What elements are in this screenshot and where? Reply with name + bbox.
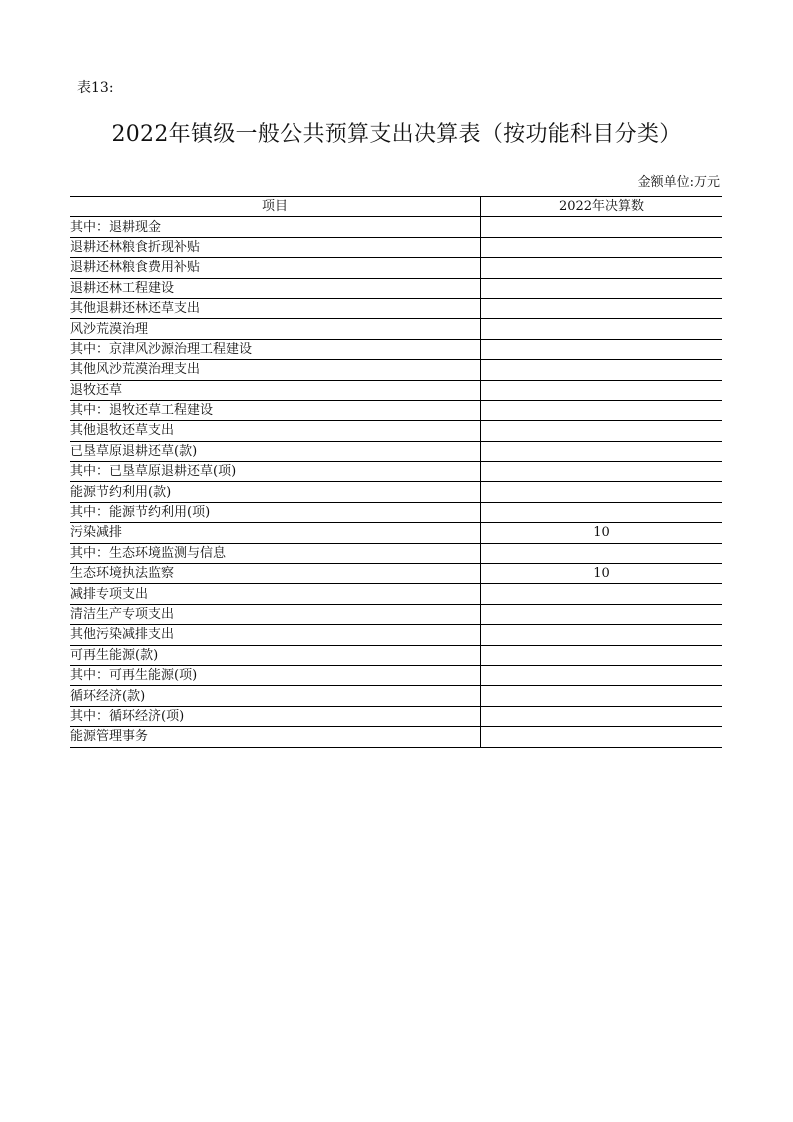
row-amount-value [481, 441, 723, 461]
row-amount-value: 10 [481, 523, 723, 543]
row-amount-value [481, 319, 723, 339]
row-item-label: 其他风沙荒漠治理支出 [70, 360, 481, 380]
row-amount-value [481, 727, 723, 747]
row-item-label: 其中：已垦草原退耕还草(项) [70, 462, 481, 482]
row-item-label: 清洁生产专项支出 [70, 604, 481, 624]
row-item-label: 退耕还林粮食费用补贴 [70, 258, 481, 278]
row-item-label: 退耕还林粮食折现补贴 [70, 237, 481, 257]
row-amount-value [481, 400, 723, 420]
row-amount-value [481, 421, 723, 441]
table-row [70, 462, 722, 482]
row-amount-value [481, 543, 723, 563]
table-row [70, 686, 722, 706]
table-row [70, 502, 722, 522]
table-row [70, 278, 722, 298]
row-item-label: 其中：退牧还草工程建设 [70, 400, 481, 420]
row-item-label: 其他退牧还草支出 [70, 421, 481, 441]
table-row [70, 645, 722, 665]
table-row [70, 421, 722, 441]
row-item-label: 其中：生态环境监测与信息 [70, 543, 481, 563]
row-amount-value [481, 462, 723, 482]
row-item-label: 退耕还林工程建设 [70, 278, 481, 298]
row-amount-value [481, 298, 723, 318]
column-header-item: 项目 [70, 197, 481, 217]
table-body [70, 217, 722, 747]
page-title: 2022年镇级一般公共预算支出决算表（按功能科目分类） [111, 122, 682, 147]
row-amount-value [481, 482, 723, 502]
row-item-label: 生态环境执法监察 [70, 564, 481, 584]
table-row [70, 604, 722, 624]
row-amount-value [481, 339, 723, 359]
row-item-label: 减排专项支出 [70, 584, 481, 604]
row-item-label: 其中：能源节约利用(项) [70, 502, 481, 522]
table-row [70, 543, 722, 563]
row-amount-value [481, 258, 723, 278]
table-header-row [70, 197, 722, 217]
row-item-label: 风沙荒漠治理 [70, 319, 481, 339]
table-row [70, 339, 722, 359]
table-row [70, 564, 722, 584]
table-row [70, 706, 722, 726]
row-amount-value [481, 584, 723, 604]
row-amount-value [481, 278, 723, 298]
table-row [70, 400, 722, 420]
row-amount-value [481, 686, 723, 706]
table-row [70, 441, 722, 461]
table-number: 表13: [77, 80, 114, 96]
row-amount-value [481, 645, 723, 665]
row-amount-value: 10 [481, 564, 723, 584]
table-row [70, 217, 722, 237]
row-amount-value [481, 237, 723, 257]
row-item-label: 其中：可再生能源(项) [70, 665, 481, 685]
table-row [70, 380, 722, 400]
row-amount-value [481, 665, 723, 685]
table-row [70, 298, 722, 318]
row-amount-value [481, 380, 723, 400]
row-item-label: 其他污染减排支出 [70, 625, 481, 645]
table-row [70, 727, 722, 747]
row-amount-value [481, 502, 723, 522]
row-item-label: 其中：循环经济(项) [70, 706, 481, 726]
unit-label: 金额单位:万元 [637, 175, 720, 190]
row-item-label: 其中：京津风沙源治理工程建设 [70, 339, 481, 359]
table-row [70, 258, 722, 278]
row-item-label: 其中：退耕现金 [70, 217, 481, 237]
row-item-label: 退牧还草 [70, 380, 481, 400]
row-item-label: 循环经济(款) [70, 686, 481, 706]
row-item-label: 能源节约利用(款) [70, 482, 481, 502]
table-row [70, 625, 722, 645]
row-item-label: 其他退耕还林还草支出 [70, 298, 481, 318]
table-row [70, 482, 722, 502]
row-amount-value [481, 706, 723, 726]
row-item-label: 能源管理事务 [70, 727, 481, 747]
budget-table [70, 196, 722, 748]
table-row [70, 360, 722, 380]
row-amount-value [481, 604, 723, 624]
table-row [70, 237, 722, 257]
row-amount-value [481, 217, 723, 237]
column-header-amount: 2022年决算数 [481, 197, 723, 217]
row-item-label: 污染减排 [70, 523, 481, 543]
table-row [70, 523, 722, 543]
row-amount-value [481, 360, 723, 380]
row-amount-value [481, 625, 723, 645]
row-item-label: 已垦草原退耕还草(款) [70, 441, 481, 461]
row-item-label: 可再生能源(款) [70, 645, 481, 665]
table-row [70, 665, 722, 685]
table-row [70, 319, 722, 339]
table-row [70, 584, 722, 604]
